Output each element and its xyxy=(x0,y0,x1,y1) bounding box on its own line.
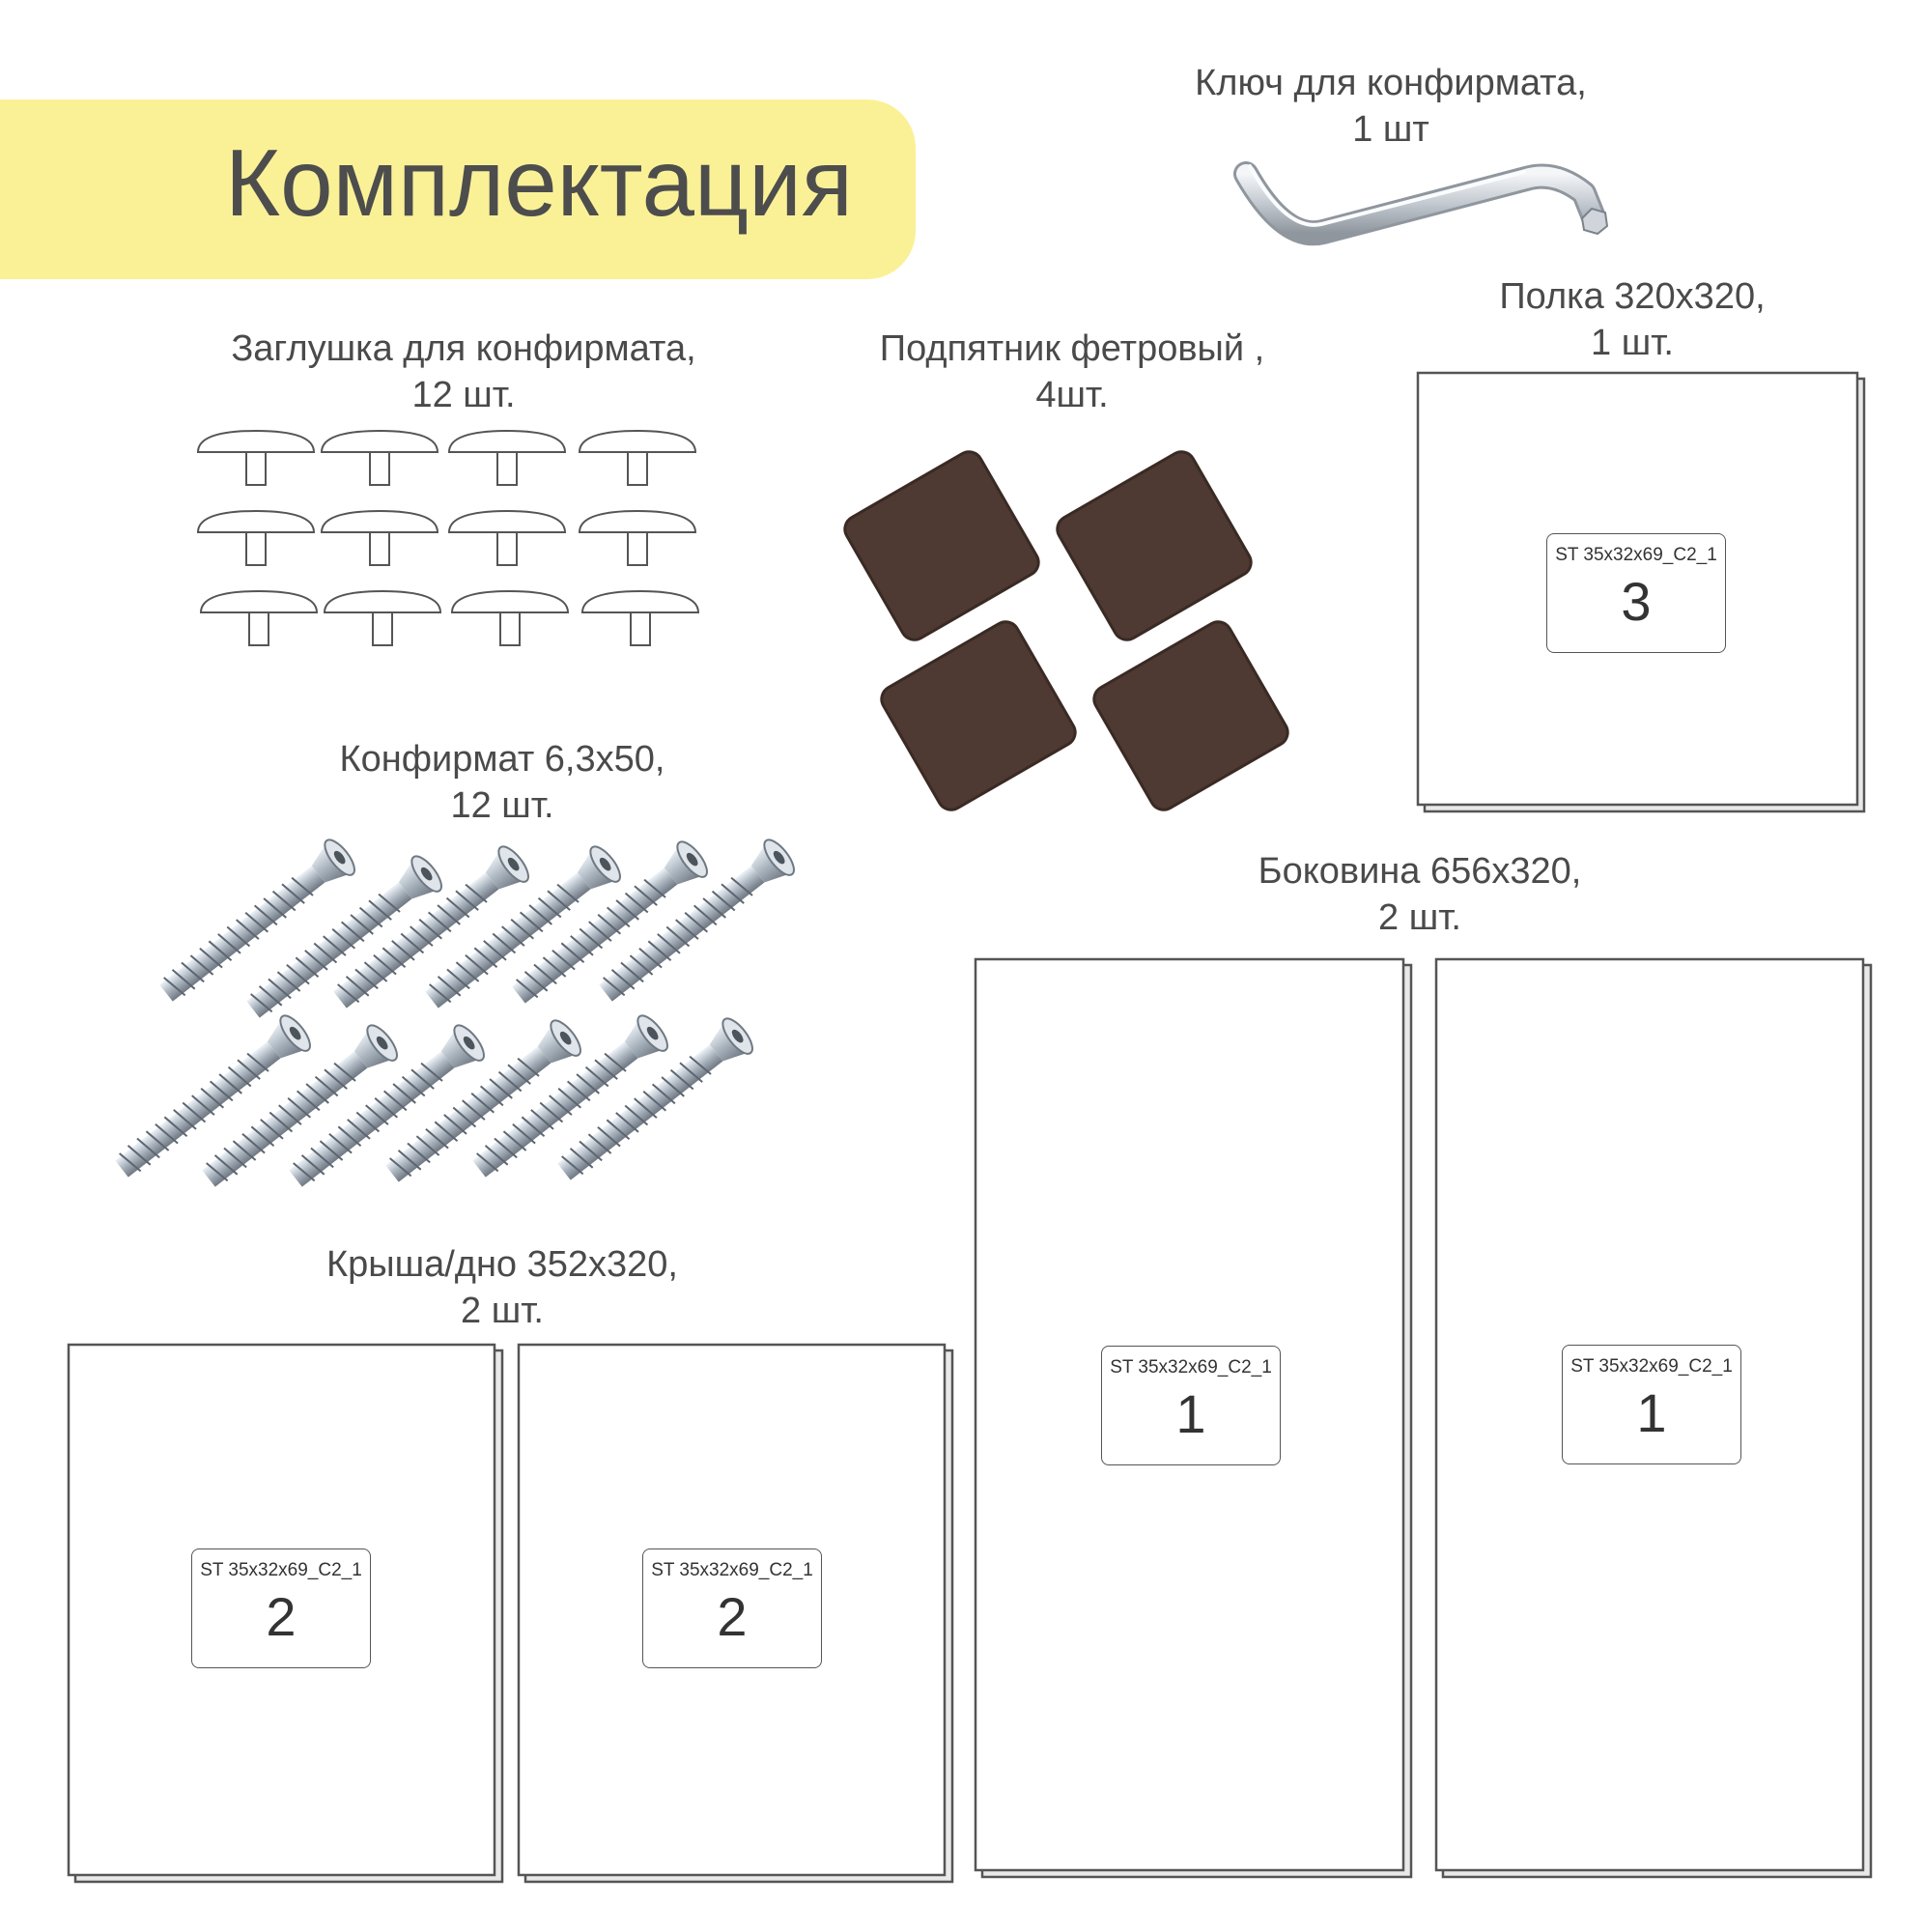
shelf-panel-tag xyxy=(1546,533,1726,653)
key-label-name: Ключ для конфирмата, xyxy=(1195,63,1587,103)
shelf-label-name: Полка 320x320, xyxy=(1499,276,1766,317)
roof-panel-2-tag xyxy=(642,1548,822,1668)
side-label-name: Боковина 656x320, xyxy=(1258,851,1582,892)
roof-panel-1-tag xyxy=(191,1548,371,1668)
panel-number: 1 xyxy=(1636,1382,1667,1443)
confirmat-screws-icon xyxy=(108,836,799,1196)
caps-label-name: Заглушка для конфирмата, xyxy=(231,328,696,369)
felt-label-name: Подпятник фетровый , xyxy=(879,328,1265,369)
panel-code: ST 35x32x69_C2_1 xyxy=(1570,1356,1733,1377)
panel-number: 1 xyxy=(1175,1383,1206,1444)
confirmat-caps-icon xyxy=(198,431,698,645)
side-label-qty: 2 шт. xyxy=(1378,897,1461,938)
side-panel-2-tag xyxy=(1562,1345,1741,1464)
felt-label-qty: 4шт. xyxy=(1035,375,1109,415)
roof-label-name: Крыша/дно 352x320, xyxy=(326,1244,678,1285)
roof-label-qty: 2 шт. xyxy=(461,1291,544,1331)
page-title: Комплектация xyxy=(225,129,853,236)
screws-label-name: Конфирмат 6,3x50, xyxy=(339,739,665,780)
screws-label-qty: 12 шт. xyxy=(450,785,554,826)
side-panel-1-tag xyxy=(1101,1346,1281,1465)
caps-label-qty: 12 шт. xyxy=(411,375,516,415)
felt-pads-icon xyxy=(840,447,1293,815)
panel-code: ST 35x32x69_C2_1 xyxy=(1555,545,1717,565)
panel-code: ST 35x32x69_C2_1 xyxy=(651,1560,813,1580)
panel-code: ST 35x32x69_C2_1 xyxy=(200,1560,362,1580)
panel-code: ST 35x32x69_C2_1 xyxy=(1110,1357,1272,1378)
key-label-qty: 1 шт xyxy=(1352,109,1429,150)
panel-number: 2 xyxy=(717,1586,748,1647)
hex-key-icon xyxy=(1246,166,1607,234)
shelf-label-qty: 1 шт. xyxy=(1591,323,1674,363)
panel-number: 3 xyxy=(1621,571,1652,632)
panel-number: 2 xyxy=(266,1586,297,1647)
